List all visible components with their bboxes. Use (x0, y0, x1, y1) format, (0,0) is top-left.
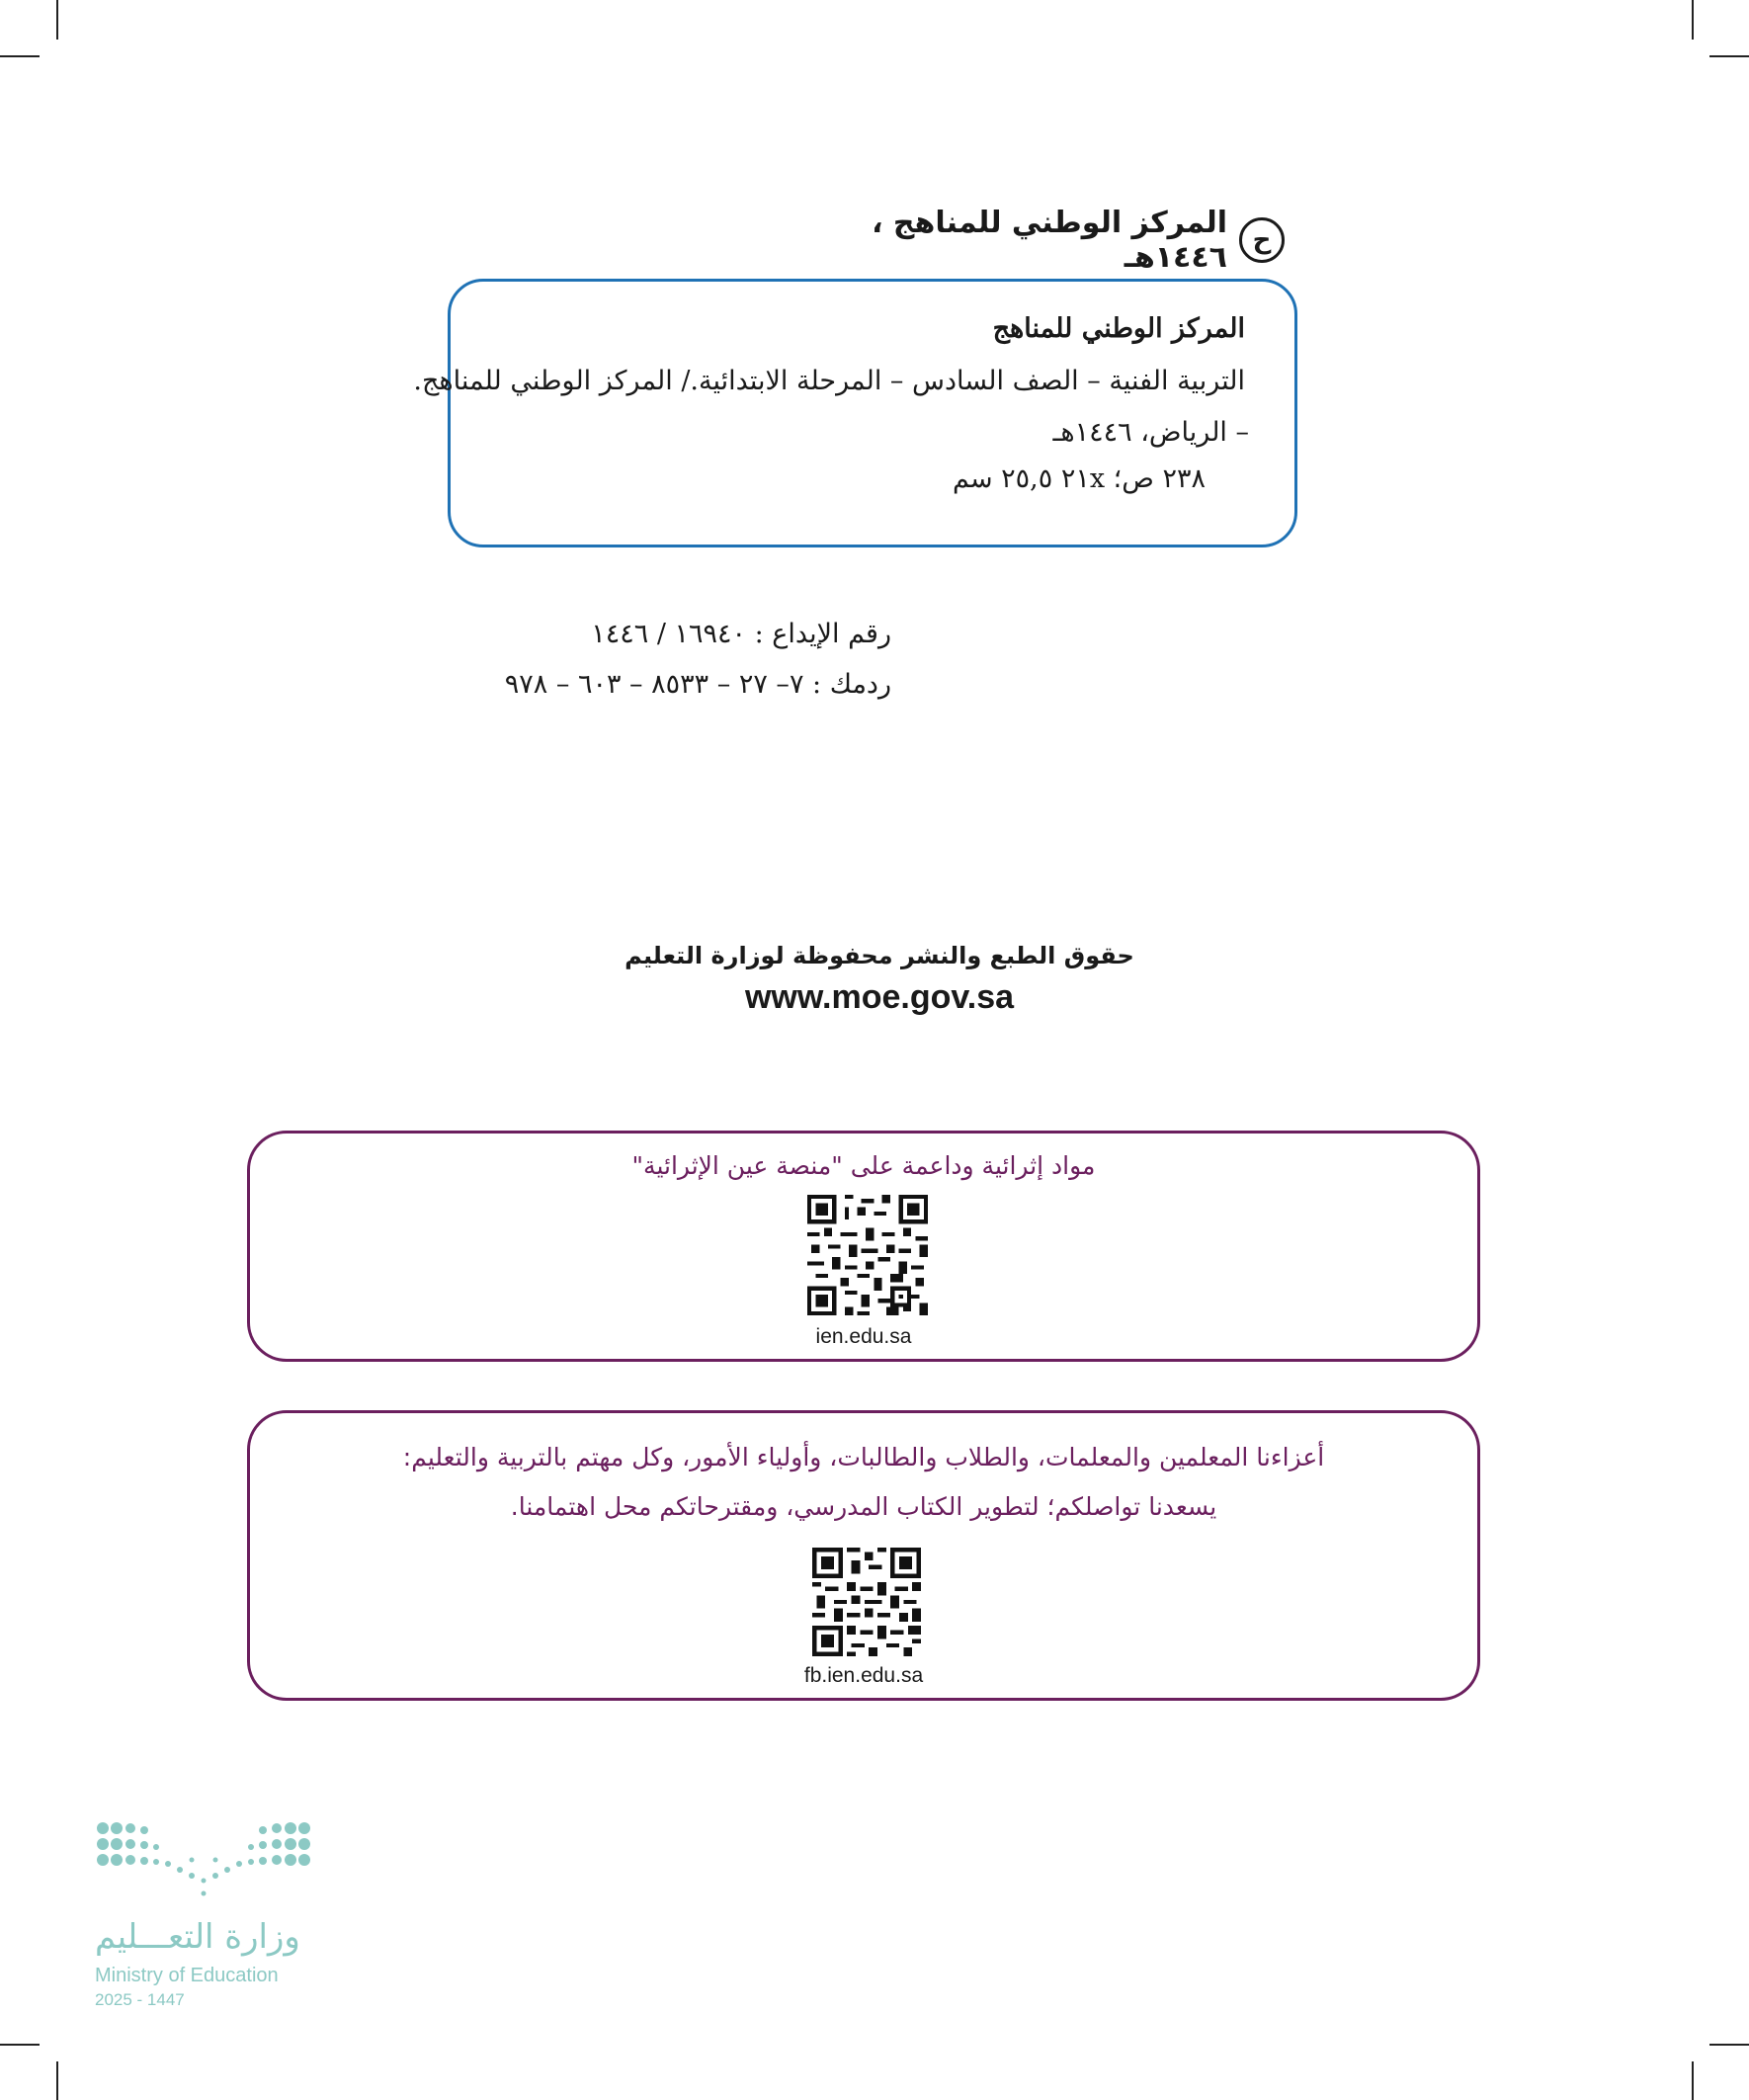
copyright-line (850, 206, 1285, 275)
crop-mark (1709, 55, 1749, 57)
copyright-text: المركز الوطني للمناهج ، ١٤٤٦هـ (872, 206, 1227, 275)
qr-code-icon[interactable] (807, 1195, 928, 1315)
website-link[interactable]: www.moe.gov.sa (744, 978, 1015, 1016)
crop-mark (1692, 0, 1694, 40)
catalog-record-box (413, 279, 1297, 547)
deposit-number: رقم الإيداع : ١٦٩٤٠ / ١٤٤٦ (591, 619, 891, 649)
copyright-symbol-icon: ح (1239, 217, 1285, 263)
crop-mark (0, 55, 40, 57)
catalog-description: التربية الفنية – الصف السادس – المرحلة الابتدائية./ المركز الوطني للمناهج. (413, 366, 1245, 396)
ien-platform-box (247, 1131, 1480, 1362)
crop-mark (56, 2061, 58, 2100)
ministry-logo-dots-icon (95, 1818, 312, 1897)
rights-notice: حقوق الطبع والنشر محفوظة لوزارة التعليم (625, 942, 1134, 969)
catalog-place: – الرياض، ١٤٤٦هـ (1052, 417, 1249, 448)
crop-mark (56, 0, 58, 40)
ien-url[interactable]: ien.edu.sa (815, 1325, 912, 1348)
feedback-greeting: أعزاءنا المعلمين والمعلمات، والطلاب والطالبات، وأولياء الأمور، وكل مهتم بالتربية والتعليم: (402, 1443, 1325, 1471)
ministry-logo (95, 1818, 324, 2021)
ien-heading: مواد إثرائية وداعمة على "منصة عين الإثرائية" (631, 1151, 1096, 1180)
qr-code-icon[interactable] (812, 1548, 921, 1656)
ministry-years: 2025 - 1447 (95, 1990, 185, 2009)
feedback-url[interactable]: fb.ien.edu.sa (803, 1664, 924, 1687)
ministry-name-english: Ministry of Education (95, 1965, 279, 1986)
crop-mark (0, 2044, 40, 2046)
feedback-box (247, 1410, 1480, 1701)
isbn-number: ردمك : ٧– ٢٧ – ٨٥٣٣ – ٦٠٣ – ٩٧٨ (504, 669, 891, 700)
crop-mark (1709, 2044, 1749, 2046)
catalog-pages: ٢٣٨ ص؛ ٢١x ٢٥,٥ سم (952, 463, 1206, 494)
catalog-title: المركز الوطني للمناهج (992, 313, 1245, 344)
crop-mark (1692, 2061, 1694, 2100)
ministry-name-arabic: وزارة التعـــليم (95, 1917, 300, 1957)
feedback-message: يسعدنا تواصلكم؛ لتطوير الكتاب المدرسي، ومقترحاتكم محل اهتمامنا. (510, 1492, 1217, 1521)
